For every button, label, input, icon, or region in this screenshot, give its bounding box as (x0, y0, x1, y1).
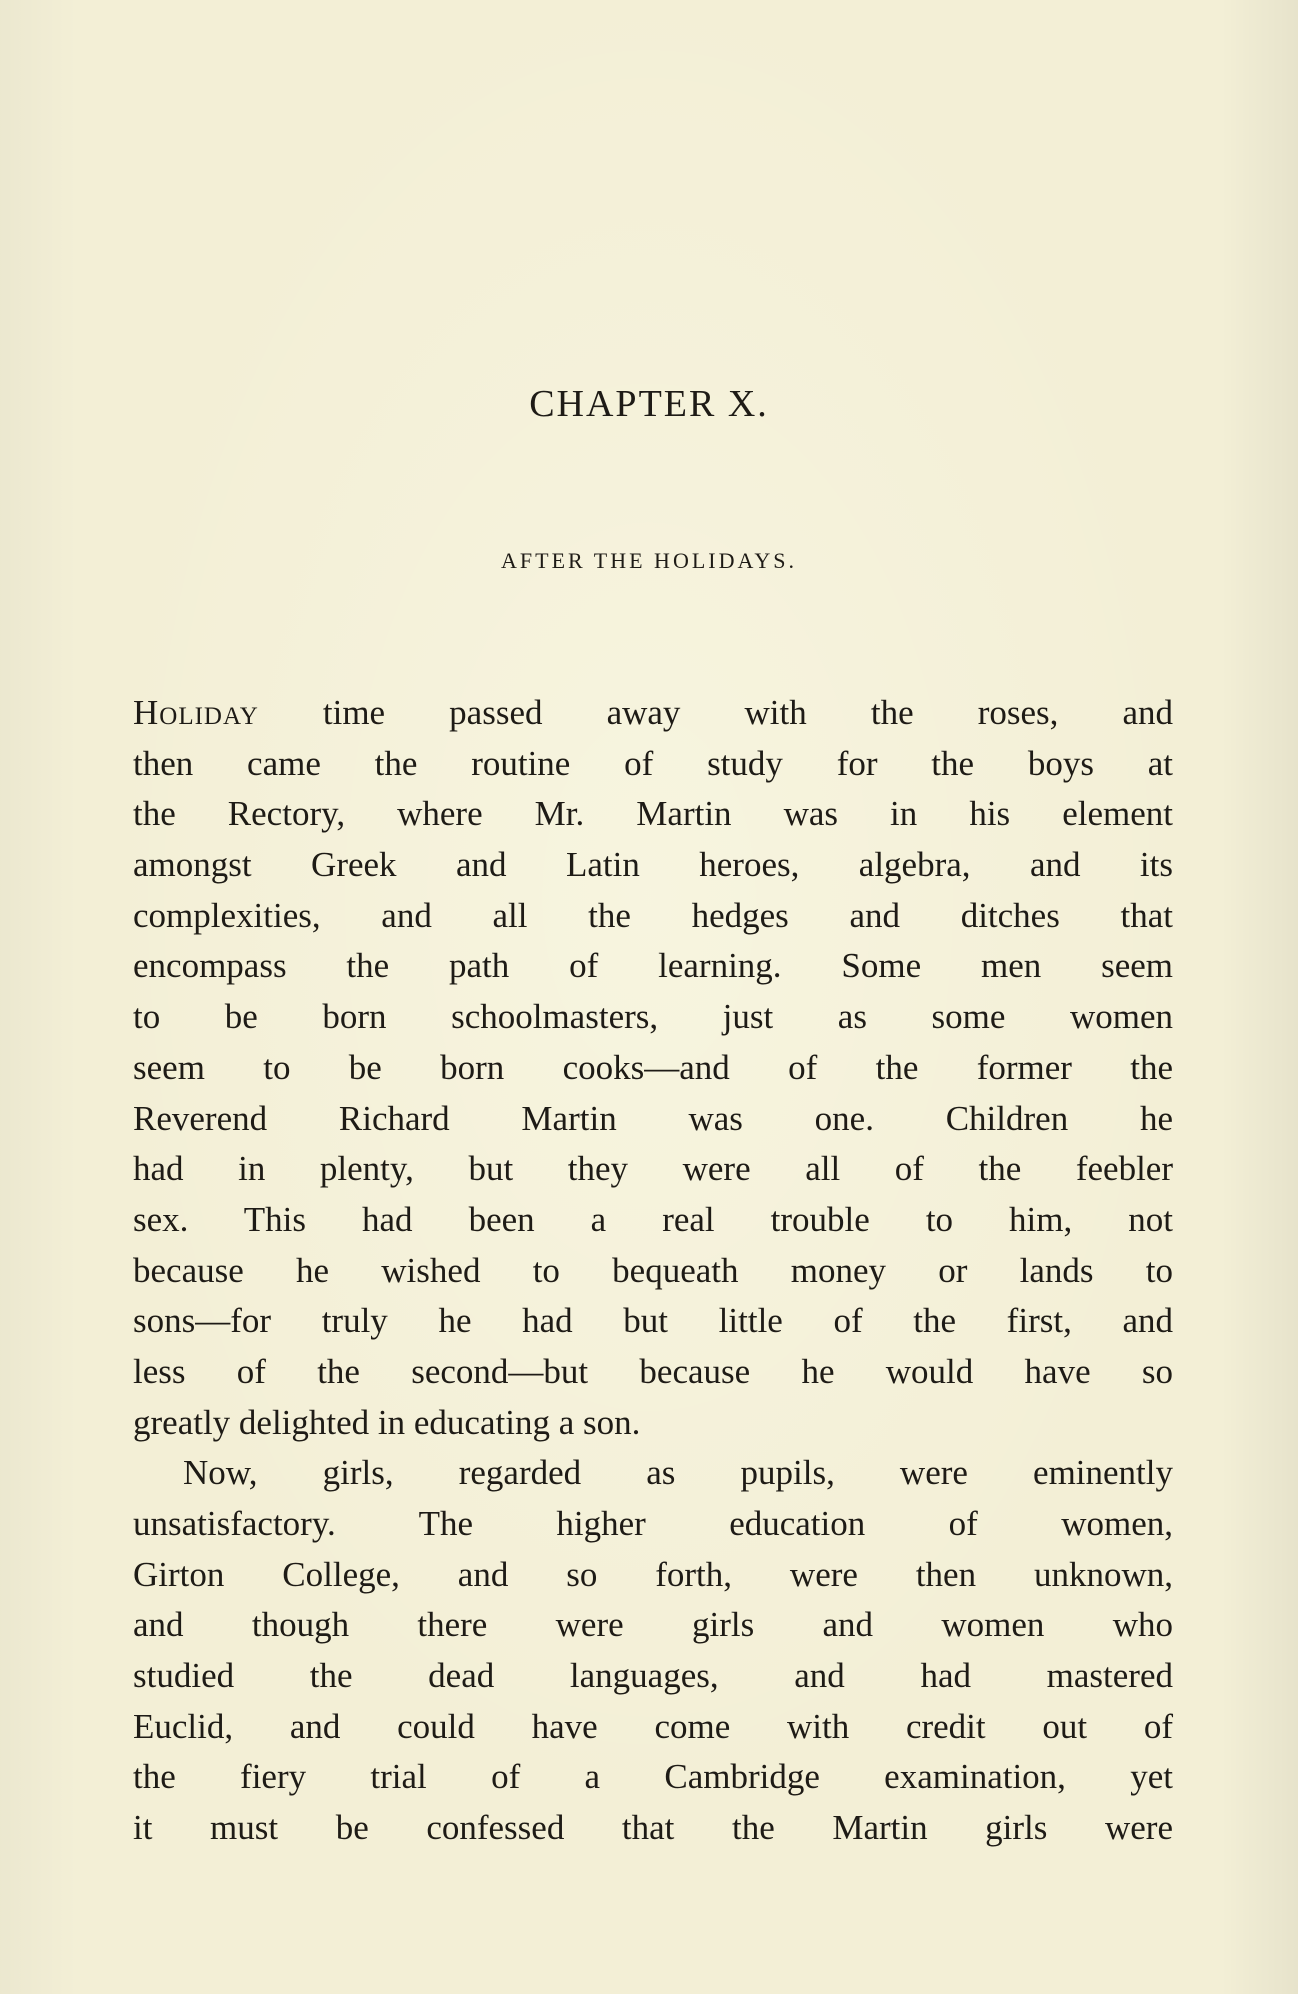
text-line: seem to be born cooks—and of the former the (133, 1047, 1173, 1087)
text-line: Girton College, and so forth, were then unknown, (133, 1554, 1173, 1594)
text-line: the fiery trial of a Cambridge examination, yet (133, 1757, 1173, 1797)
text-line: Now, girls, regarded as pupils, were eminently (183, 1453, 1173, 1493)
text-line: sex. This had been a real trouble to him, not (133, 1199, 1173, 1239)
text-line: less of the second—but because he would have so (133, 1351, 1173, 1391)
body-text (133, 688, 1173, 1854)
text-line: to be born schoolmasters, just as some women (133, 997, 1173, 1037)
text-line: amongst Greek and Latin heroes, algebra, and its (133, 845, 1173, 885)
text-line: encompass the path of learning. Some men seem (133, 946, 1173, 986)
text-line: greatly delighted in educating a son. (133, 1402, 641, 1442)
text-line: sons—for truly he had but little of the first, and (133, 1301, 1173, 1341)
text-line: because he wished to bequeath money or lands to (133, 1250, 1173, 1290)
text-line: it must be confessed that the Martin girls were (133, 1808, 1173, 1848)
text-line: then came the routine of study for the boys at (133, 743, 1173, 783)
text-line: the Rectory, where Mr. Martin was in his element (133, 794, 1173, 834)
chapter-subtitle: AFTER THE HOLIDAYS. (501, 548, 797, 573)
text-line: Reverend Richard Martin was one. Children he (133, 1098, 1173, 1138)
text-line (133, 688, 1173, 739)
lead-word: Holiday (133, 693, 259, 732)
text-line: and though there were girls and women who (133, 1605, 1173, 1645)
text-line: had in plenty, but they were all of the feebler (133, 1149, 1173, 1189)
text-line-content: time passed away with the roses, and (258, 693, 1173, 732)
text-line: unsatisfactory. The higher education of women, (133, 1504, 1173, 1543)
chapter-title: CHAPTER X. (529, 383, 769, 425)
text-line: Euclid, and could have come with credit out of (133, 1706, 1173, 1746)
text-line: complexities, and all the hedges and ditches that (133, 895, 1173, 935)
text-line: studied the dead languages, and had mastered (133, 1656, 1173, 1696)
